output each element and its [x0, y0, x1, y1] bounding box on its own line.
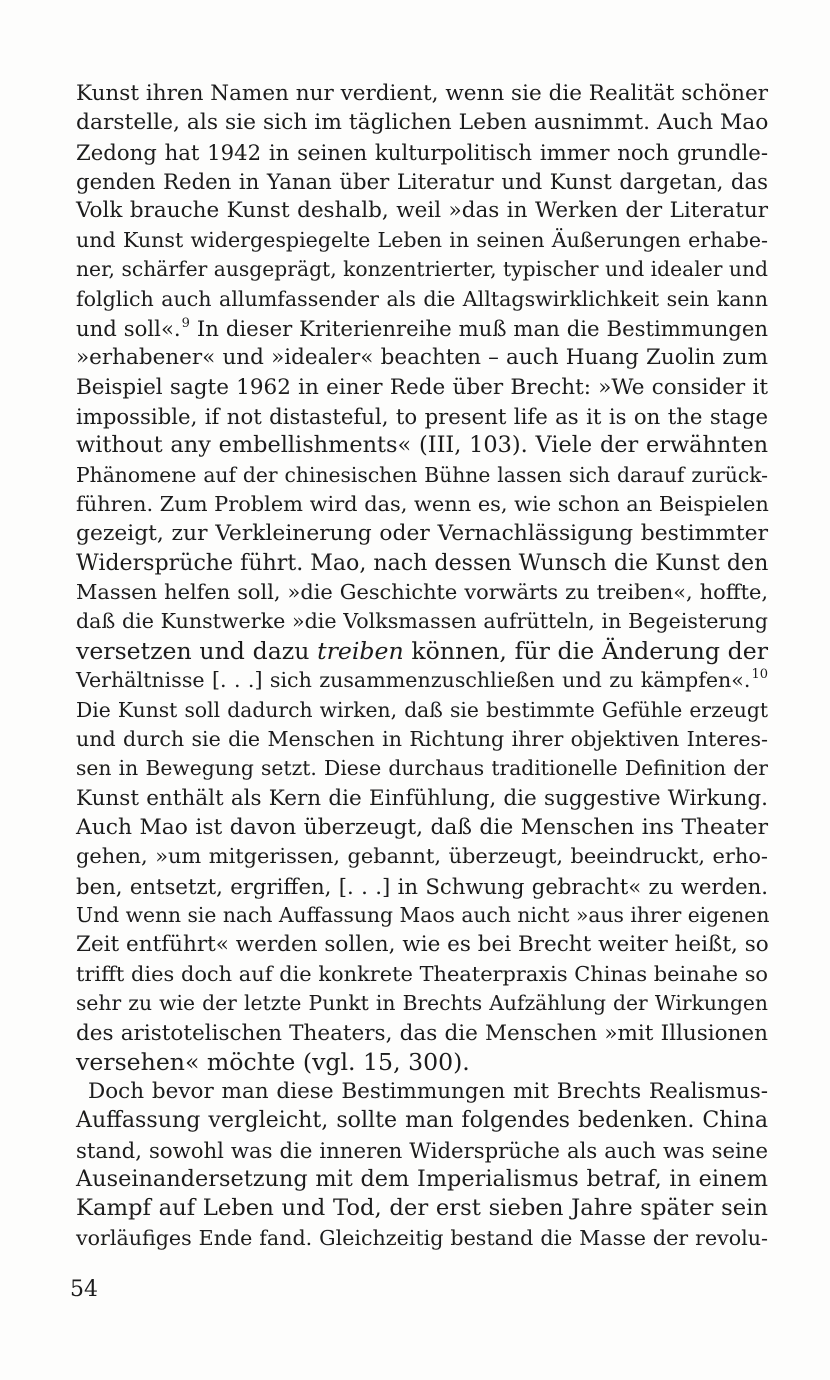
text-line: Kunst ihren Namen nur verdient, wenn sie die Realität schöner	[76, 81, 768, 106]
text-line: des aristotelischen Theaters, das die Menschen »mit Illusionen	[76, 1020, 768, 1046]
footnote-marker: 10	[751, 667, 768, 683]
text-line: Verhältnisse [. . .] sich zusammenzuschließen und zu kämpfen«.$^{10}$	[76, 667, 768, 693]
text-line: impossible, if not distasteful, to present life as it is on the stage	[76, 403, 768, 429]
text-line: Widersprüche führt. Mao, nach dessen Wunsch die Kunst den	[76, 549, 769, 576]
text-line: Zedong hat 1942 in seinen kulturpolitisch immer noch grundle-	[76, 139, 768, 165]
text-line: und durch sie die Menschen in Richtung ihrer objektiven Interes-	[76, 726, 768, 751]
text-line: Beispiel sagte 1962 in einer Rede über Brecht: »We consider it	[76, 374, 768, 400]
text-line: und Kunst widergespiegelte Leben in seinen Äußerungen erhabe-	[76, 227, 768, 252]
text-line: Massen helfen soll, »die Geschichte vorwärts zu treiben«, hoffte,	[76, 580, 768, 605]
footnote-marker: 9	[181, 315, 190, 331]
text-line: stand, sowohl was die inneren Widersprüche als auch was seine	[76, 1137, 768, 1163]
text-line: Die Kunst soll dadurch wirken, daß sie bestimmte Gefühle erzeugt	[76, 697, 768, 722]
text-line: genden Reden in Yanan über Literatur und Kunst dargetan, das	[76, 169, 768, 195]
text-line: Kunst enthält als Kern die Einfühlung, die suggestive Wirkung.	[76, 785, 768, 811]
text-line: versehen« möchte (vgl. 15, 300).	[76, 1047, 470, 1076]
text-line: folglich auch allumfassender als die Alltagswirklichkeit sein kann	[76, 286, 768, 311]
paragraph-2	[76, 1077, 768, 1253]
text-line: versetzen und dazu treiben können, für die Änderung der	[76, 636, 769, 665]
text-line: gezeigt, zur Verkleinerung oder Vernachlässigung bestimmter	[76, 521, 768, 547]
text-line: Volk brauche Kunst deshalb, weil »das in Werken der Literatur	[76, 198, 768, 224]
text-line: Auseinandersetzung mit dem Imperialismus betraf, in einem	[76, 1166, 768, 1193]
emphasized-word: treiben	[317, 636, 404, 665]
text-line: gehen, »um mitgerissen, gebannt, überzeugt, beeindruckt, erho-	[76, 844, 768, 869]
text-line: trifft dies doch auf die konkrete Theaterpraxis Chinas beinahe so	[76, 961, 768, 986]
paragraph-1	[76, 79, 768, 1077]
page-number: 54	[70, 1277, 98, 1302]
text-line: without any embellishments« (III, 103). Viele der erwähnten	[76, 432, 768, 459]
text-line: »erhabener« und »idealer« beachten – auch Huang Zuolin zum	[76, 345, 768, 371]
text-line: darstelle, als sie sich im täglichen Leben ausnimmt. Auch Mao	[76, 110, 769, 136]
text-line: ben, entsetzt, ergriffen, [. . .] in Schwung gebracht« zu werden.	[76, 873, 768, 899]
text-line: Doch bevor man diese Bestimmungen mit Brechts Realismus-	[88, 1079, 768, 1104]
text-line: daß die Kunstwerke »die Volksmassen aufrütteln, in Begeisterung	[76, 609, 768, 634]
text-line: und soll«.$^9$ In dieser Kriterienreihe muß man die Bestimmungen	[76, 315, 769, 341]
text-line: Auch Mao ist davon überzeugt, daß die Menschen ins Theater	[76, 814, 768, 840]
text-line: vorläufiges Ende fand. Gleichzeitig bestand die Masse der revolu-	[76, 1225, 768, 1250]
text-line: Zeit entführt« werden sollen, wie es bei Brecht weiter heißt, so	[76, 932, 769, 958]
text-line: ner, schärfer ausgeprägt, konzentrierter, typischer und idealer und	[76, 257, 768, 282]
text-line: Auffassung vergleicht, sollte man folgendes bedenken. China	[76, 1107, 768, 1134]
text-line: sen in Bewegung setzt. Diese durchaus traditionelle Definition der	[76, 756, 768, 781]
text-line: führen. Zum Problem wird das, wenn es, wie schon an Beispielen	[76, 492, 769, 517]
text-line: Kampf auf Leben und Tod, der erst sieben Jahre später sein	[76, 1195, 768, 1222]
text-line: sehr zu wie der letzte Punkt in Brechts Aufzählung der Wirkungen	[76, 991, 768, 1016]
text-line: Phänomene auf der chinesischen Bühne lassen sich darauf zurück-	[76, 462, 768, 487]
text-line: Und wenn sie nach Auffassung Maos auch nicht »aus ihrer eigenen	[76, 903, 770, 928]
